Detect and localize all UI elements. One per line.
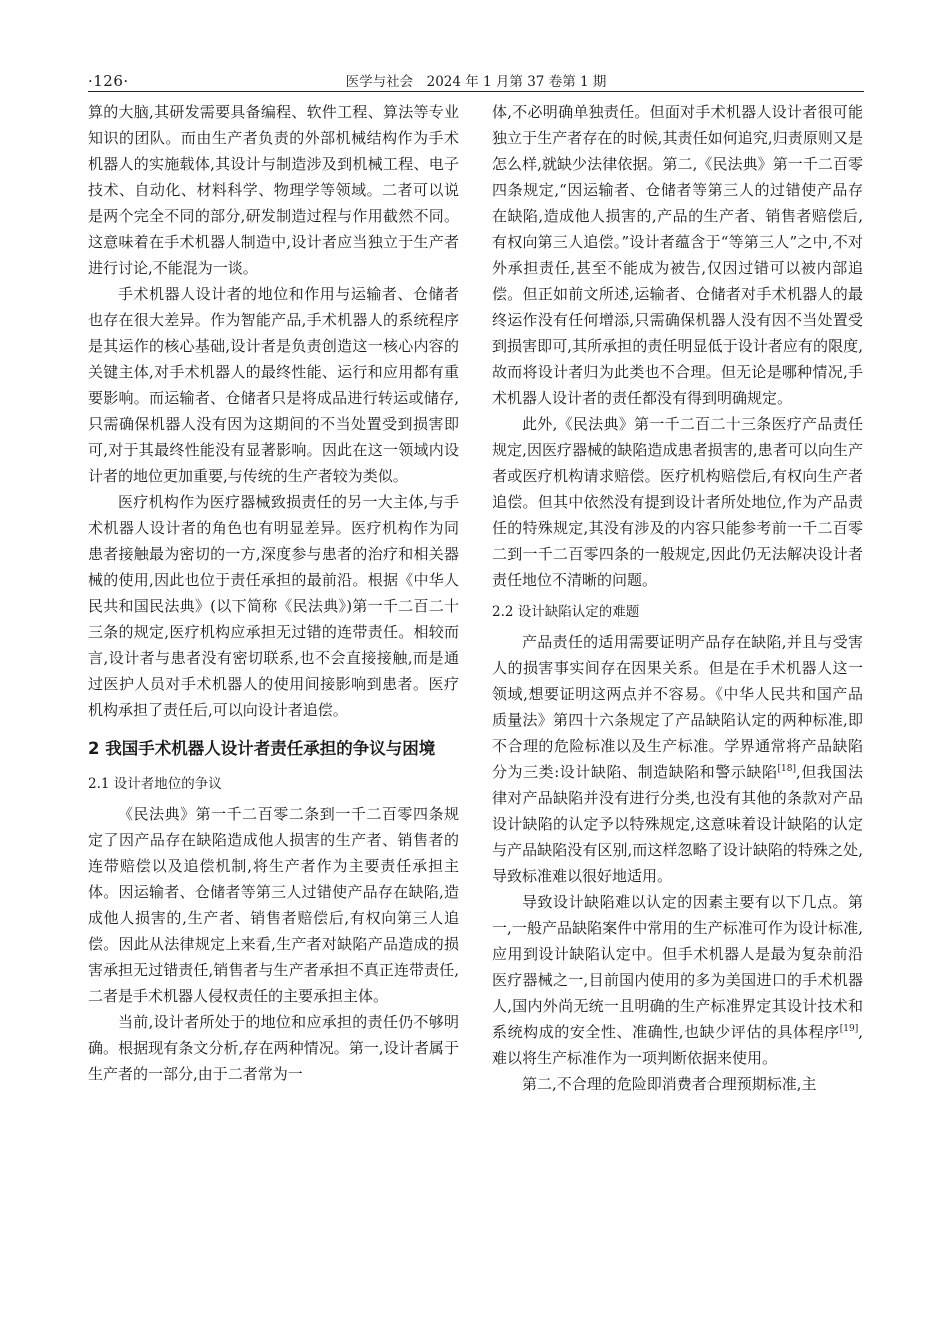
paragraph-text: ,但我国法律对产品缺陷并没有进行分类,也没有其他的条款对产品设计缺陷的认定予以特殊规定,这意味着设计缺陷的认定与产品缺陷没有区别,而这样忽略了设计缺陷的特殊之处,导致标准难以很好地适用。 bbox=[492, 763, 863, 885]
paragraph bbox=[492, 629, 863, 889]
paragraph-text: ,难以将生产标准作为一项判断依据来使用。 bbox=[492, 1023, 863, 1067]
paragraph bbox=[492, 889, 863, 1071]
citation-ref: [18] bbox=[777, 764, 797, 774]
paragraph: 当前,设计者所处于的地位和应承担的责任仍不够明确。根据现有条文分析,存在两种情况。第一,设计者属于生产者的一部分,由于二者常为一 bbox=[88, 1013, 459, 1083]
paragraph: 算的大脑,其研发需要具备编程、软件工程、算法等专业知识的团队。而由生产者负责的外部机械结构作为手术机器人的实施载体,其设计与制造涉及到机械工程、电子技术、自动化、材料科学、物理学等领域。二者可以说是两个完全不同的部分,研发制造过程与作用截然不同。这意味着在手术机器人制造中,设计者应当独立于生产者进行讨论,不能混为一谈。 bbox=[88, 103, 459, 277]
paragraph: 体,不必明确单独责任。但面对手术机器人设计者很可能独立于生产者存在的时候,其责任如何追究,归责原则又是怎么样,就缺少法律依据。第二,《民法典》第一千二百零四条规定,“因运输者、仓储者等第三人的过错使产品存在缺陷,造成他人损害的,产品的生产者、销售者赔偿后,有权向第三人追偿。”设计者蕴含于“等第三人”之中,不对外承担责任,甚至不能成为被告,仅因过错可以被内部追偿。但正如前文所述,运输者、仓储者对手术机器人的最终运作没有任何增添,只需确保机器人没有因不当处置受到损害即可,其所承担的责任明显低于设计者应有的限度,故而将设计者归为此类也不合理。但无论是哪种情况,手术机器人设计者的责任都没有得到明确规定。 bbox=[492, 103, 863, 407]
subsection-heading: 2.2 设计缺陷认定的难题 bbox=[492, 604, 640, 620]
left-column bbox=[88, 99, 459, 1087]
paragraph: 此外,《民法典》第一千二百二十三条医疗产品责任规定,因医疗器械的缺陷造成患者损害的,患者可以向生产者或医疗机构请求赔偿。医疗机构赔偿后,有权向生产者追偿。但其中依然没有提到设计者所处地位,作为产品责任的特殊规定,其没有涉及的内容只能参考前一千二百零二到一千二百零四条的一般规定,因此仍无法解决设计者责任地位不清晰的问题。 bbox=[492, 415, 863, 589]
paragraph-text: 产品责任的适用需要证明产品存在缺陷,并且与受害人的损害事实间存在因果关系。但是在手术机器人这一领域,想要证明这两点并不容易。《中华人民共和国产品质量法》第四十六条规定了产品缺陷认定的两种标准,即不合理的危险标准以及生产标准。学界通常将产品缺陷分为三类:设计缺陷、制造缺陷和警示缺陷 bbox=[492, 633, 863, 781]
running-header bbox=[88, 62, 864, 92]
subsection-heading: 2.1 设计者地位的争议 bbox=[88, 776, 222, 792]
paragraph: 《民法典》第一千二百零二条到一千二百零四条规定了因产品存在缺陷造成他人损害的生产者、销售者的连带赔偿以及追偿机制,将生产者作为主要责任承担主体。因运输者、仓储者等第三人过错使产品存在缺陷,造成他人损害的,生产者、销售者赔偿后,有权向第三人追偿。因此从法律规定上来看,生产者对缺陷产品造成的损害承担无过错责任,销售者与生产者承担不真正连带责任,二者是手术机器人侵权责任的主要承担主体。 bbox=[88, 805, 459, 1005]
citation-ref: [19] bbox=[839, 1024, 859, 1034]
journal-citation: 医学与社会 2024 年 1 月第 37 卷第 1 期 bbox=[345, 74, 607, 90]
header-rule bbox=[88, 91, 864, 92]
paragraph-text: 导致设计缺陷难以认定的因素主要有以下几点。第一,一般产品缺陷案件中常用的生产标准可作为设计标准,应用到设计缺陷认定中。但手术机器人是最为复杂前沿医疗器械之一,目前国内使用的多为美国进口的手术机器人,国内外尚无统一且明确的生产标准界定其设计技术和系统构成的安全性、准确性,也缺少评估的具体程序 bbox=[492, 893, 863, 1041]
paragraph: 手术机器人设计者的地位和作用与运输者、仓储者也存在很大差异。作为智能产品,手术机器人的系统程序是其运作的核心基础,设计者是负责创造这一核心内容的关键主体,对手术机器人的最终性能、运行和应用都有重要影响。而运输者、仓储者只是将成品进行转运或储存,只需确保机器人没有因为这期间的不当处置受到损害即可,对于其最终性能没有显著影响。因此在这一领域内设计者的地位更加重要,与传统的生产者较为类似。 bbox=[88, 285, 459, 485]
paragraph: 第二,不合理的危险即消费者合理预期标准,主 bbox=[522, 1075, 817, 1093]
page-number: ·126· bbox=[88, 72, 129, 90]
section-heading: 2 我国手术机器人设计者责任承担的争议与困境 bbox=[88, 739, 436, 758]
right-column bbox=[492, 99, 863, 1097]
paragraph: 医疗机构作为医疗器械致损责任的另一大主体,与手术机器人设计者的角色也有明显差异。医疗机构作为同患者接触最为密切的一方,深度参与患者的治疗和相关器械的使用,因此也位于责任承担的最前沿。根据《中华人民共和国民法典》(以下简称《民法典》)第一千二百二十三条的规定,医疗机构应承担无过错的连带责任。相较而言,设计者与患者没有密切联系,也不会直接接触,而是通过医护人员对手术机器人的使用间接影响到患者。医疗机构承担了责任后,可以向设计者追偿。 bbox=[88, 493, 459, 719]
